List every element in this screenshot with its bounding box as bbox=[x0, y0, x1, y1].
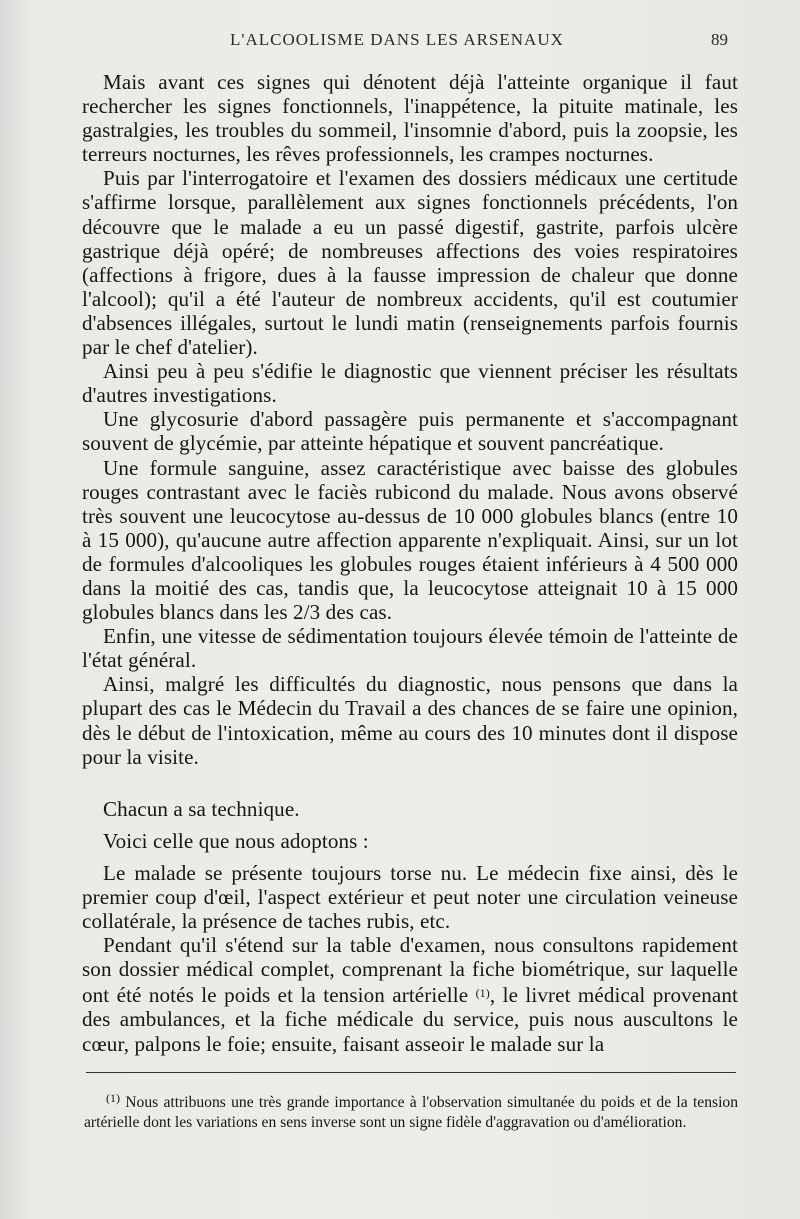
paragraph-table-examen-part1: Pendant qu'il s'étend sur la table d'examen, nous consultons rapidement son dossier médical complet, comprenant la fiche biométrique, sur laquelle ont été notés le poids et la tension artérielle bbox=[82, 933, 738, 1008]
footnote-divider bbox=[86, 1072, 736, 1073]
page-number: 89 bbox=[711, 30, 728, 49]
paragraph-table-examen-part2: , le livret médical provenant des ambulances, et la fiche médicale du service, puis nous auscultons le cœur, palpons le foie; ensuite, faisant asseoir le malade sur la bbox=[82, 983, 738, 1056]
footnote bbox=[84, 1088, 738, 1133]
paragraph-adoptons: Voici celle que nous adoptons : bbox=[103, 828, 369, 853]
paragraph-signes-fonctionnels: Mais avant ces signes qui dénotent déjà l'atteinte organique il faut rechercher les signes fonctionnels, l'inappétence, la pituite matinale, les gastralgies, les troubles du sommeil, l'insomnie d'abord, puis la zoopsie, les terreurs nocturnes, les rêves professionnels, les crampes nocturnes. bbox=[82, 70, 738, 167]
page-header bbox=[0, 30, 800, 54]
running-title: L'ALCOOLISME DANS LES ARSENAUX bbox=[230, 30, 564, 49]
paragraph-table-examen bbox=[82, 933, 738, 1055]
footnote-text: Nous attribuons une très grande importance à l'observation simultanée du poids et de la tension artérielle dont les variations en sens inverse sont un signe fidèle d'aggravation ou d'amélioration. bbox=[84, 1094, 738, 1131]
body-text bbox=[82, 70, 738, 1056]
paragraph-formule-sanguine: Une formule sanguine, assez caractéristique avec baisse des globules rouges contrastant avec le faciès rubicond du malade. Nous avons observé très souvent une leucocytose au-dessus de 10 000 globules blancs (entre 10 à 15 000), qu'aucune autre affection apparente n'expliquait. Ainsi, sur un lot de formules d'alcooliques les globules rouges étaient inférieurs à 4 500 000 dans la moitié des cas, tandis que, la leucocytose atteignait 10 à 15 000 globules blancs dans les 2/3 des cas. bbox=[82, 455, 738, 625]
section-gap bbox=[82, 769, 738, 797]
paragraph-technique: Chacun a sa technique. bbox=[103, 796, 300, 821]
paragraph-sedimentation: Enfin, une vitesse de sédimentation toujours élevée témoin de l'atteinte de l'état général. bbox=[82, 624, 738, 673]
paragraph-interrogatoire: Puis par l'interrogatoire et l'examen des dossiers médicaux une certitude s'affirme lorsque, parallèlement aux signes fonctionnels précédents, l'on découvre que le malade a eu un passé digestif, gastrite, parfois ulcère gastrique déjà opéré; de nombreuses affections des voies respiratoires (affections à frigore, dues à la fausse impression de chaleur que donne l'alcool); qu'il a été l'auteur de nombreux accidents, qu'il est coutumier d'absences illégales, surtout le lundi matin (renseignements parfois fournis par le chef d'atelier). bbox=[82, 166, 738, 360]
footnote-reference[interactable]: (1) bbox=[475, 986, 490, 1001]
paragraph-difficultes: Ainsi, malgré les difficultés du diagnostic, nous pensons que dans la plupart des cas le Médecin du Travail a des chances de se faire une opinion, dès le début de l'intoxication, même au cours des 10 minutes dont il dispose pour la visite. bbox=[82, 672, 738, 769]
paragraph-diagnostic: Ainsi peu à peu s'édifie le diagnostic que viennent préciser les résultats d'autres investigations. bbox=[82, 359, 738, 408]
paragraph-glycosurie: Une glycosurie d'abord passagère puis permanente et s'accompagnant souvent de glycémie, par atteinte hépatique et souvent pancréatique. bbox=[82, 407, 738, 456]
paragraph-torse-nu: Le malade se présente toujours torse nu. Le médecin fixe ainsi, dès le premier coup d'œil, l'aspect extérieur et peut noter une circulation veineuse collatérale, la présence de taches rubis, etc. bbox=[82, 860, 738, 934]
footnote-marker: (1) bbox=[106, 1091, 120, 1105]
